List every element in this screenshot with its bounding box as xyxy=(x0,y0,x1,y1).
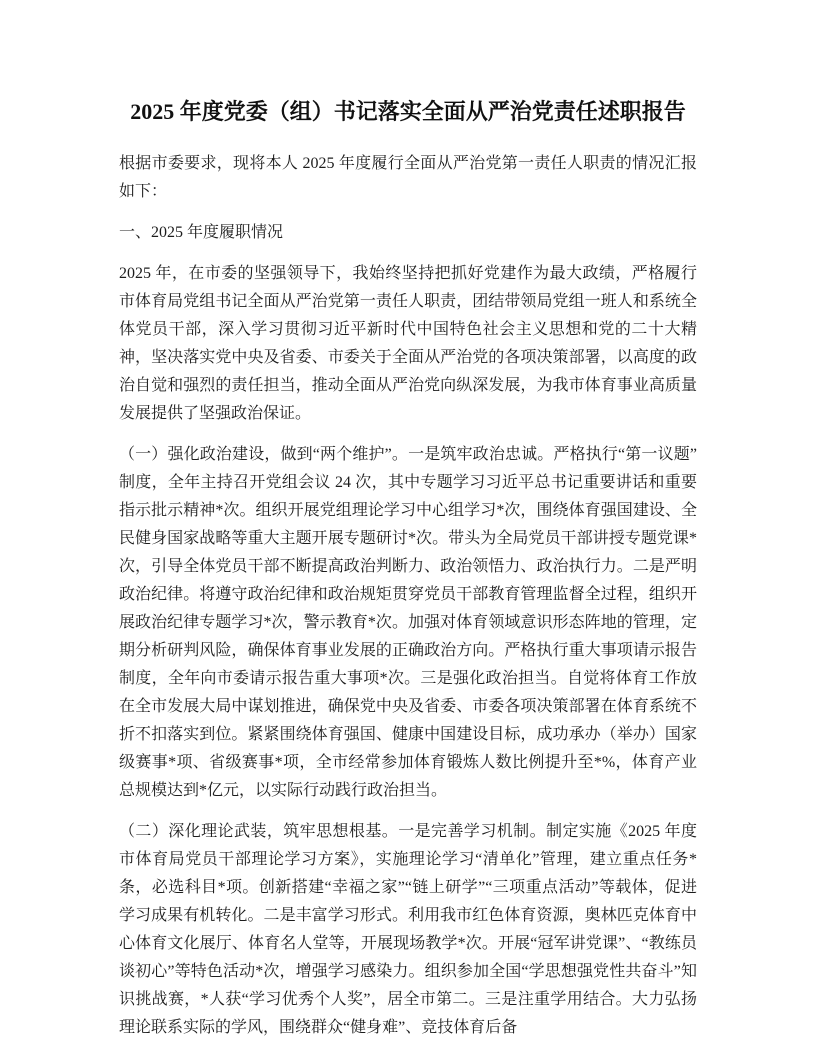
intro-paragraph: 根据市委要求，现将本人 2025 年度履行全面从严治党第一责任人职责的情况汇报如下： xyxy=(119,155,697,200)
document-title: 2025 年度党委（组）书记落实全面从严治党责任述职报告 xyxy=(130,99,686,124)
paragraph-overview: 2025 年，在市委的坚强领导下，我始终坚持把抓好党建作为最大政绩，严格履行市体育局党组书记全面从严治党第一责任人职责，团结带领局党组一班人和系统全体党员干部，深入学习贯彻习近平新时代中国特色社会主义思想和党的二十大精神，坚决落实党中央及省委、市委关于全面从严治党的各项决策部署，以高度的政治自觉和强烈的责任担当，推动全面从严治党向纵深发展，为我市体育事业高质量发展提供了坚强政治保证。 xyxy=(119,265,697,422)
paragraph-political-construction: （一）强化政治建设，做到“两个维护”。一是筑牢政治忠诚。严格执行“第一议题”制度，全年主持召开党组会议 24 次，其中专题学习习近平总书记重要讲话和重要指示批示精神*次。组织开展党组理论学习中心组学习*次，围绕体育强国建设、全民健身国家战略等重大主题开展专题研讨*次。带头为全局党员干部讲授专题党课*次，引导全体党员干部不断提高政治判断力、政治领悟力、政治执行力。二是严明政治纪律。将遵守政治纪律和政治规矩贯穿党员干部教育管理监督全过程，组织开展政治纪律专题学习*次，警示教育*次。加强对体育领域意识形态阵地的管理，定期分析研判风险，确保体育事业发展的正确政治方向。严格执行重大事项请示报告制度，全年向市委请示报告重大事项*次。三是强化政治担当。自觉将体育工作放在全市发展大局中谋划推进，确保党中央及省委、市委各项决策部署在体育系统不折不扣落实到位。紧紧围绕体育强国、健康中国建设目标，成功承办（举办）国家级赛事*项、省级赛事*项，全市经常参加体育锻炼人数比例提升至*%，体育产业总规模达到*亿元，以实际行动践行政治担当。 xyxy=(119,446,697,799)
paragraph-theoretical-arming: （二）深化理论武装，筑牢思想根基。一是完善学习机制。制定实施《2025 年度市体育局党员干部理论学习方案》，实施理论学习“清单化”管理，建立重点任务*条，必选科目*项。创新搭建“幸福之家”“链上研学”“三项重点活动”等载体，促进学习成果有机转化。二是丰富学习形式。利用我市红色体育资源，奥林匹克体育中心体育文化展厅、体育名人堂等，开展现场教学*次。开展“冠军讲党课”、“教练员谈初心”等特色活动*次，增强学习感染力。组织参加全国“学思想强党性共奋斗”知识挑战赛，*人获“学习优秀个人奖”，居全市第二。三是注重学用结合。大力弘扬理论联系实际的学风，围绕群众“健身难”、竞技体育后备 xyxy=(119,823,697,1036)
section-heading-performance: 一、2025 年度履职情况 xyxy=(119,224,284,241)
